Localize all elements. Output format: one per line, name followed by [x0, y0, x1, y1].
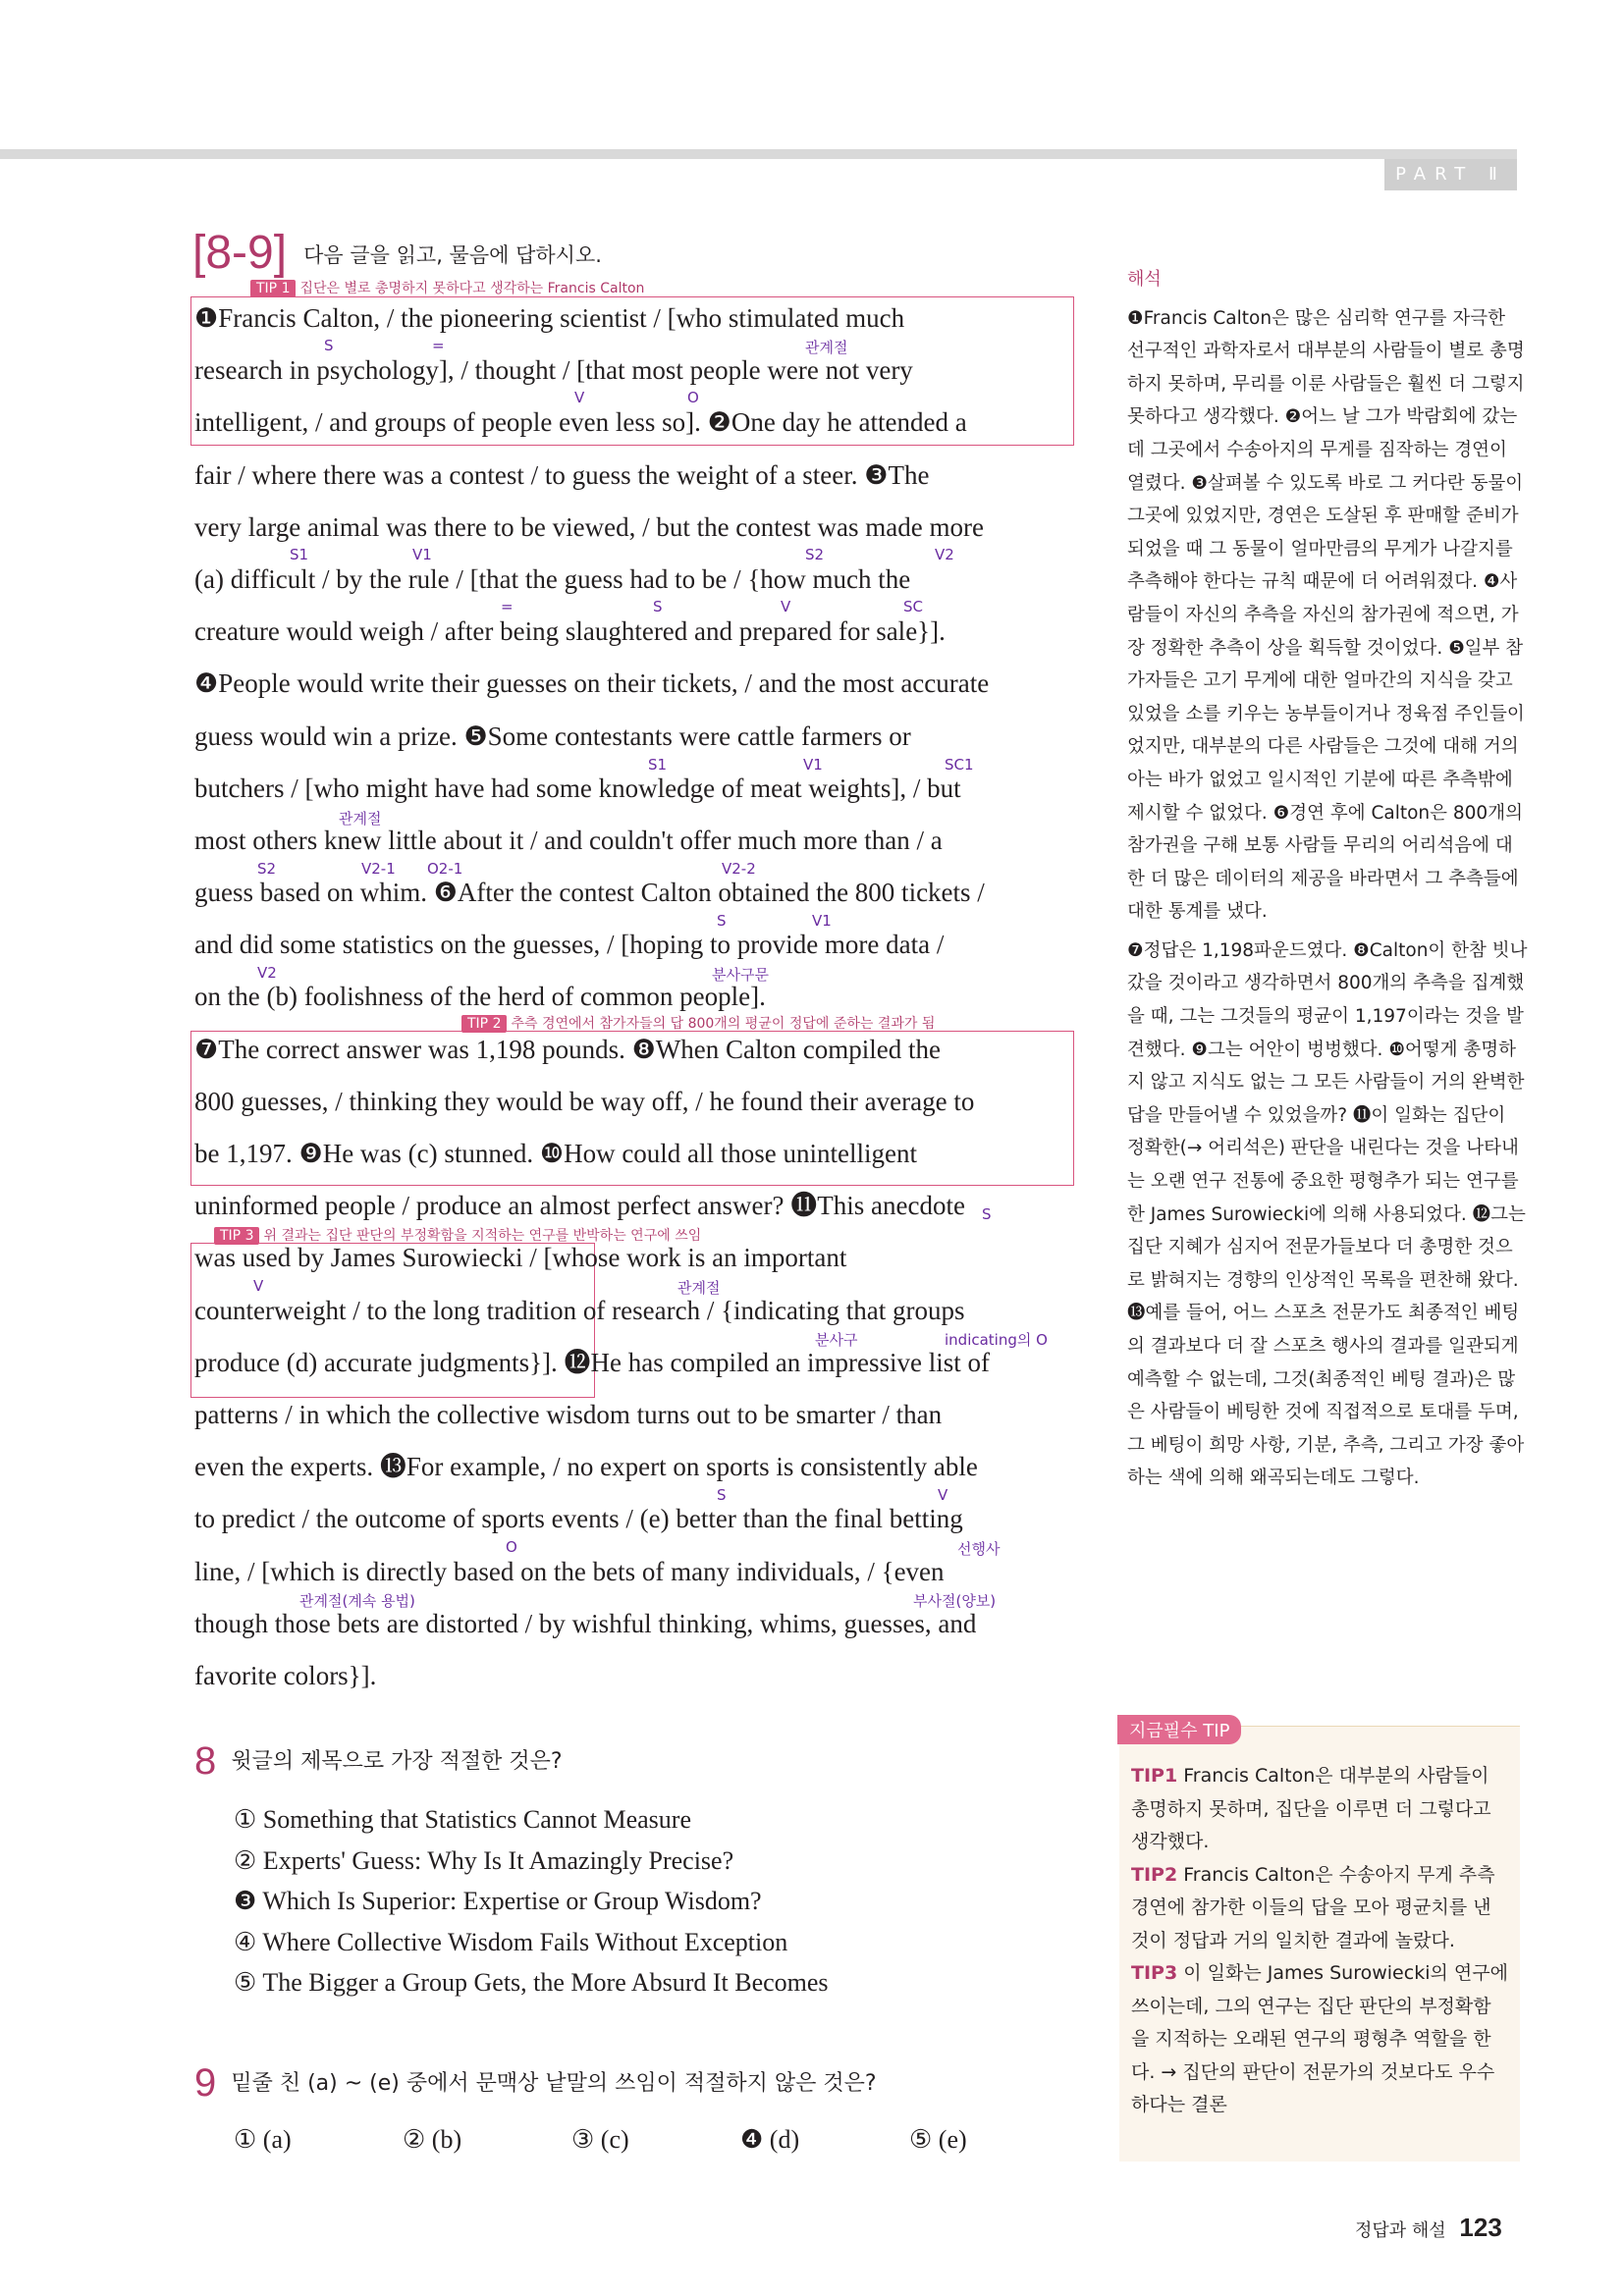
grammar-annotation: S1	[648, 756, 668, 774]
passage-line: ❼The correct answer was 1,198 pounds. ❽When Calton compiled the	[194, 1034, 941, 1064]
answer-option[interactable]: ❹ (d)	[740, 2125, 800, 2154]
answer-option[interactable]: ⑤ (e)	[909, 2125, 967, 2154]
answer-option[interactable]: ④ Where Collective Wisdom Fails Without Exception	[234, 1927, 788, 1956]
grammar-annotation: S2	[805, 546, 825, 563]
grammar-annotation: =	[501, 598, 514, 615]
question-8-number: 8	[194, 1739, 217, 1783]
passage-line: favorite colors}].	[194, 1660, 377, 1690]
page-number: 123	[1459, 2213, 1502, 2242]
question-group-header	[192, 226, 602, 280]
translation-label: 해석	[1127, 269, 1162, 290]
question-group-instruction: 다음 글을 읽고, 물음에 답하시오.	[303, 243, 602, 267]
answer-option[interactable]: ❸ Which Is Superior: Expertise or Group Wisdom?	[234, 1887, 762, 1915]
passage-line: (a) difficult / by the rule / [that the guess had to be / {how much the	[194, 563, 911, 594]
translation-paragraph: ❶Francis Calton은 많은 심리학 연구를 자극한 선구적인 과학자로서 대부분의 사람들이 별로 총명하지 못하며, 무리를 이룬 사람들은 훨씬 더 그렇지 못하다고 생각했다. ❷어느 날 그가 박람회에 갔는데 그곳에서 수송아지의 무게를 짐작하는 경연이 열렸다. ❸살펴볼 수 있도록 바로 그 커다란 동물이 그곳에 있었지만, 경연은 도살된 후 판매할 준비가 되었을 때 그 동물이 얼마만큼의 무게가 나갈지를 추측해야 한다는 규칙 때문에 더 어려워졌다. ❹사람들이 자신의 추측을 자신의 참가권에 적으면, 가장 정확한 추측이 상을 획득할 것이었다. ❺일부 참가자들은 고기 무게에 대한 얼마간의 지식을 갖고 있었을 소를 키우는 농부들이거나 정육점 주인들이었지만, 대부분의 다른 사람들은 그것에 대해 거의 아는 바가 없었고 일시적인 기분에 따른 추측밖에 제시할 수 없었다. ❻경연 후에 Calton은 800개의 참가권을 구해 보통 사람들 무리의 어리석음에 대한 더 많은 데이터의 제공을 바라면서 그 추측들에 대한 통계를 냈다.	[1127, 307, 1525, 923]
header-bar	[0, 149, 1517, 159]
question-group-number: [8-9]	[192, 227, 288, 279]
tip-item: TIP2 Francis Calton은 수송아지 무게 추측 경연에 참가한 이들의 답을 모아 평균치를 낸 것이 정답과 거의 일치한 결과에 놀랐다.	[1131, 1863, 1495, 1951]
grammar-annotation: O	[506, 1538, 517, 1556]
passage-line: patterns / in which the collective wisdom turns out to be smarter / than	[194, 1399, 943, 1429]
footer-label: 정답과 해설	[1355, 2220, 1446, 2241]
passage-line: to predict / the outcome of sports events / (e) better than the final betting	[194, 1504, 963, 1534]
grammar-annotation: V2-2	[722, 860, 756, 878]
grammar-annotation: 관계절	[805, 339, 848, 356]
grammar-annotation: S	[982, 1205, 992, 1223]
passage-line: butchers / [who might have had some knowledge of meat weights], / but	[194, 773, 961, 803]
grammar-annotation: S	[653, 598, 663, 615]
grammar-annotation: V	[253, 1277, 264, 1295]
grammar-annotation: indicating의 O	[945, 1331, 1048, 1349]
tip-box	[1119, 1721, 1520, 2162]
passage-line: produce (d) accurate judgments}]. ⓬He has compiled an impressive list of	[194, 1347, 990, 1377]
grammar-annotation: V1	[412, 546, 432, 563]
grammar-annotation: V1	[812, 912, 832, 930]
question-8	[194, 1739, 1078, 2003]
grammar-annotation: V	[781, 598, 791, 615]
page-footer	[1355, 2213, 1502, 2243]
question-8-text: 윗글의 제목으로 가장 적절한 것은?	[231, 1749, 563, 1774]
passage-line: intelligent, / and groups of people even less so]. ❷One day he attended a	[194, 407, 967, 438]
passage-line: and did some statistics on the guesses, / [hoping to provide more data /	[194, 930, 945, 960]
grammar-annotation: 관계절	[677, 1279, 721, 1297]
answer-option[interactable]: ② Experts' Guess: Why Is It Amazingly Precise?	[234, 1845, 734, 1875]
passage-line: even the experts. ⓭For example, / no expert on sports is consistently able	[194, 1452, 978, 1482]
passage-line: counterweight / to the long tradition of research / {indicating that groups	[194, 1295, 965, 1325]
grammar-annotation: SC	[903, 598, 923, 615]
grammar-annotation: S	[717, 1486, 727, 1504]
passage-line: be 1,197. ❾He was (c) stunned. ❿How could all those unintelligent	[194, 1139, 918, 1168]
passage-line: very large animal was there to be viewed, / but the contest was made more	[194, 511, 984, 542]
grammar-annotation: S1	[290, 546, 309, 563]
grammar-annotation: V2	[935, 546, 954, 563]
inline-tip-2: TIP 2 추측 경연에서 참가자들의 답 800개의 평균이 정답에 준하는 결과가 됨	[461, 1013, 935, 1033]
inline-tip-1: TIP 1 집단은 별로 총명하지 못하다고 생각하는 Francis Calton	[250, 278, 644, 297]
question-9	[194, 2061, 1078, 2155]
translation-paragraph: ❼정답은 1,198파운드였다. ❽Calton이 한참 빗나갔을 것이라고 생각하면서 800개의 추측을 집계했을 때, 그는 그것들의 평균이 1,197이라는 것을 발견했다. ❾그는 어안이 벙벙했다. ❿어떻게 총명하지 않고 지식도 없는 그 모든 사람들이 거의 완벽한 답을 만들어낼 수 있었을까? ⓫이 일화는 집단이 정확한(→ 어리석은) 판단을 내린다는 것을 나타내는 오랜 연구 전통에 중요한 평형추가 되는 연구를 한 James Surowiecki에 의해 사용되었다. ⓬그는 집단 지혜가 심지어 전문가들보다 더 총명한 것으로 밝혀지는 경향의 인상적인 목록을 편찬해 왔다. ⓭예를 들어, 어느 스포츠 전문가도 최종적인 베팅의 결과보다 더 잘 스포츠 행사의 결과를 일관되게 예측할 수 없는데, 그것(최종적인 베팅 결과)은 많은 사람들이 베팅한 것에 직접적으로 토대를 두며, 그 베팅이 희망 사항, 기분, 추측, 그리고 가장 좋아하는 색에 의해 왜곡되는데도 그렇다.	[1127, 939, 1528, 1489]
passage-line: guess would win a prize. ❺Some contestants were cattle farmers or	[194, 721, 911, 751]
part-label: PART Ⅱ	[1384, 159, 1517, 190]
passage-line: research in psychology], / thought / [that most people were not very	[194, 355, 913, 386]
grammar-annotation: 관계절	[339, 810, 382, 828]
grammar-annotation: 분사구	[815, 1331, 858, 1349]
grammar-annotation: 부사절(양보)	[913, 1592, 997, 1610]
tip-item: TIP1 Francis Calton은 대부분의 사람들이 총명하지 못하며, 집단을 이루면 더 그렇다고 생각했다.	[1131, 1765, 1491, 1852]
grammar-annotation: 관계절(계속 용법)	[299, 1592, 415, 1610]
answer-option[interactable]: ② (b)	[403, 2125, 462, 2154]
passage-line: fair / where there was a contest / to guess the weight of a steer. ❸The	[194, 459, 930, 490]
answer-option[interactable]: ① (a)	[234, 2125, 292, 2154]
answer-option[interactable]: ③ (c)	[571, 2125, 629, 2154]
grammar-annotation: 분사구문	[712, 966, 769, 984]
passage-line: ❹People would write their guesses on their tickets, / and the most accurate	[194, 668, 990, 699]
answer-option[interactable]: ⑤ The Bigger a Group Gets, the More Absurd It Becomes	[234, 1968, 829, 1997]
grammar-annotation: V1	[803, 756, 823, 774]
passage-line: line, / [which is directly based on the bets of many individuals, / {even	[194, 1556, 945, 1586]
translation-column	[1127, 263, 1528, 1501]
passage-line: uninformed people / produce an almost perfect answer? ⓫This anecdote	[194, 1191, 965, 1221]
passage-line: most others knew little about it / and couldn't offer much more than / a	[194, 825, 943, 855]
grammar-annotation: O2-1	[427, 860, 463, 878]
question-9-text: 밑줄 친 (a) ~ (e) 중에서 문맥상 낱말의 쓰임이 적절하지 않은 것은?	[231, 2071, 877, 2096]
grammar-annotation: V2	[257, 964, 277, 982]
passage-line: creature would weigh / after being slaughtered and prepared for sale}].	[194, 616, 946, 647]
grammar-annotation: V2-1	[361, 860, 396, 878]
passage-line: guess based on whim. ❻After the contest Calton obtained the 800 tickets /	[194, 878, 985, 908]
grammar-annotation: S	[717, 912, 727, 930]
passage-line: on the (b) foolishness of the herd of common people].	[194, 982, 766, 1012]
grammar-annotation: V	[574, 389, 585, 406]
answer-option[interactable]: ① Something that Statistics Cannot Measure	[234, 1805, 691, 1834]
grammar-annotation: O	[687, 389, 699, 406]
grammar-annotation: V	[938, 1486, 948, 1504]
grammar-annotation: 선행사	[957, 1540, 1001, 1558]
passage-line: ❶Francis Calton, / the pioneering scientist / [who stimulated much	[194, 303, 905, 333]
grammar-annotation: S	[324, 337, 334, 354]
passage-line: was used by James Surowiecki / [whose work is an important	[194, 1243, 847, 1273]
passage-line: 800 guesses, / thinking they would be way off, / he found their average to	[194, 1086, 975, 1116]
grammar-annotation: =	[432, 337, 445, 354]
grammar-annotation: SC1	[945, 756, 974, 774]
question-9-number: 9	[194, 2061, 217, 2105]
tip-box-tab: 지금필수 TIP	[1117, 1715, 1241, 1744]
passage-line: though those bets are distorted / by wishful thinking, whims, guesses, and	[194, 1608, 977, 1638]
tip-item: TIP3 이 일화는 James Surowiecki의 연구에 쓰이는데, 그의 연구는 집단 판단의 부정확함을 지적하는 오래된 연구의 평형추 역할을 한다. → 집단의 판단이 전문가의 것보다도 우수하다는 결론	[1131, 1962, 1508, 2115]
inline-tip-3: TIP 3 위 결과는 집단 판단의 부정확함을 지적하는 연구를 반박하는 연구에 쓰임	[214, 1225, 701, 1245]
grammar-annotation: S2	[257, 860, 277, 878]
